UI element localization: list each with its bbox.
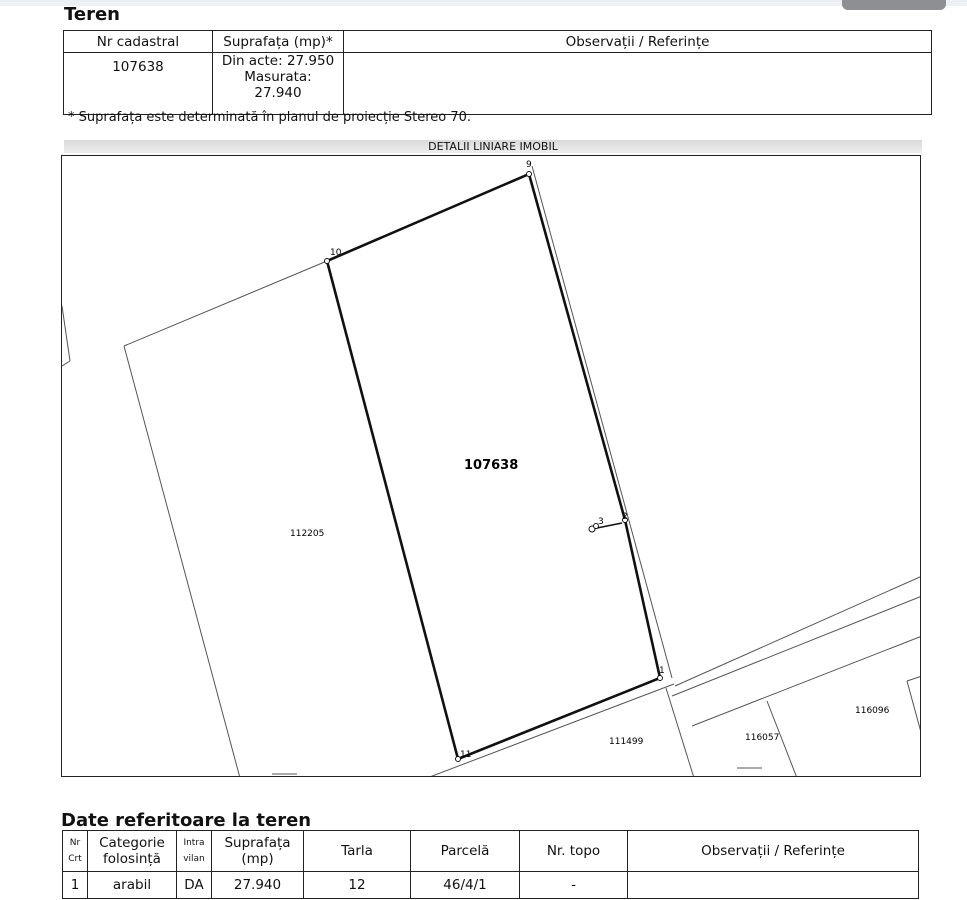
cell-tarla: 12 [304,872,411,899]
cell-parcela: 46/4/1 [411,872,520,899]
top-tab-button[interactable] [842,0,946,10]
parcel-br2-label: 116096 [855,706,890,716]
header-observatii-2: Observații / Referințe [628,831,919,872]
header-topo: Nr. topo [520,831,628,872]
cell-observatii [344,53,932,115]
vertex-11-label: 11 [460,750,472,760]
cell-nr: 1 [63,872,88,899]
header-suprafata-line1: Suprafața [224,835,291,851]
header-nr-cadastral: Nr cadastral [64,31,213,53]
table-row [63,872,919,899]
header-crt: Crt [68,854,82,864]
header-tarla: Tarla [304,831,411,872]
vertex-3-label: 3 [598,517,604,527]
cell-topo: - [520,872,628,899]
cell-nr-cadastral: 107638 [64,53,213,115]
header-vilan: vilan [183,854,205,864]
vertex-1-label: 1 [659,666,665,676]
suprafata-masurata-value: 27.940 [254,85,302,101]
header-categorie-line2: folosință [103,851,161,867]
section-title: Teren [64,4,120,25]
header-nr: Nr [69,838,81,848]
header-suprafata-line2: (mp) [241,851,274,867]
header-suprafata: Suprafața (mp)* [213,31,344,53]
header-categorie-line1: Categorie [99,835,165,851]
date-table [62,830,919,899]
header-observatii: Observații / Referințe [344,31,932,53]
cell-suprafata [213,53,344,115]
suprafata-acte: Din acte: 27.950 [221,53,335,69]
vertex-10-label: 10 [330,248,342,258]
parcel-main-label: 107638 [464,458,519,473]
cell-categorie: arabil [88,872,177,899]
footnote: * Suprafața este determinată în planul de proiecție Stereo 70. [68,110,472,125]
vertex-9-label: 9 [526,160,532,170]
header-intra: Intra [183,838,205,848]
header-parcela: Parcelă [411,831,520,872]
header-nr-crt [63,831,88,872]
cell-observatii-2 [628,872,919,899]
parcel-br1-label: 116057 [745,733,780,743]
parcel-left-label: 112205 [290,529,325,539]
parcel-map [61,155,921,777]
header-intravilan [177,831,212,872]
top-strip [0,0,967,6]
teren-table [63,30,932,115]
map-header-label: DETALII LINIARE IMOBIL [428,140,558,153]
parcel-bottom-label: 111499 [609,737,644,747]
date-title: Date referitoare la teren [61,810,312,831]
cell-intravilan: DA [177,872,212,899]
header-suprafata [212,831,304,872]
map-drawing [62,156,921,777]
suprafata-masurata-label: Masurata: [244,69,312,85]
cell-suprafata-2: 27.940 [212,872,304,899]
header-categorie [88,831,177,872]
vertex-2-label: 2 [622,512,628,522]
